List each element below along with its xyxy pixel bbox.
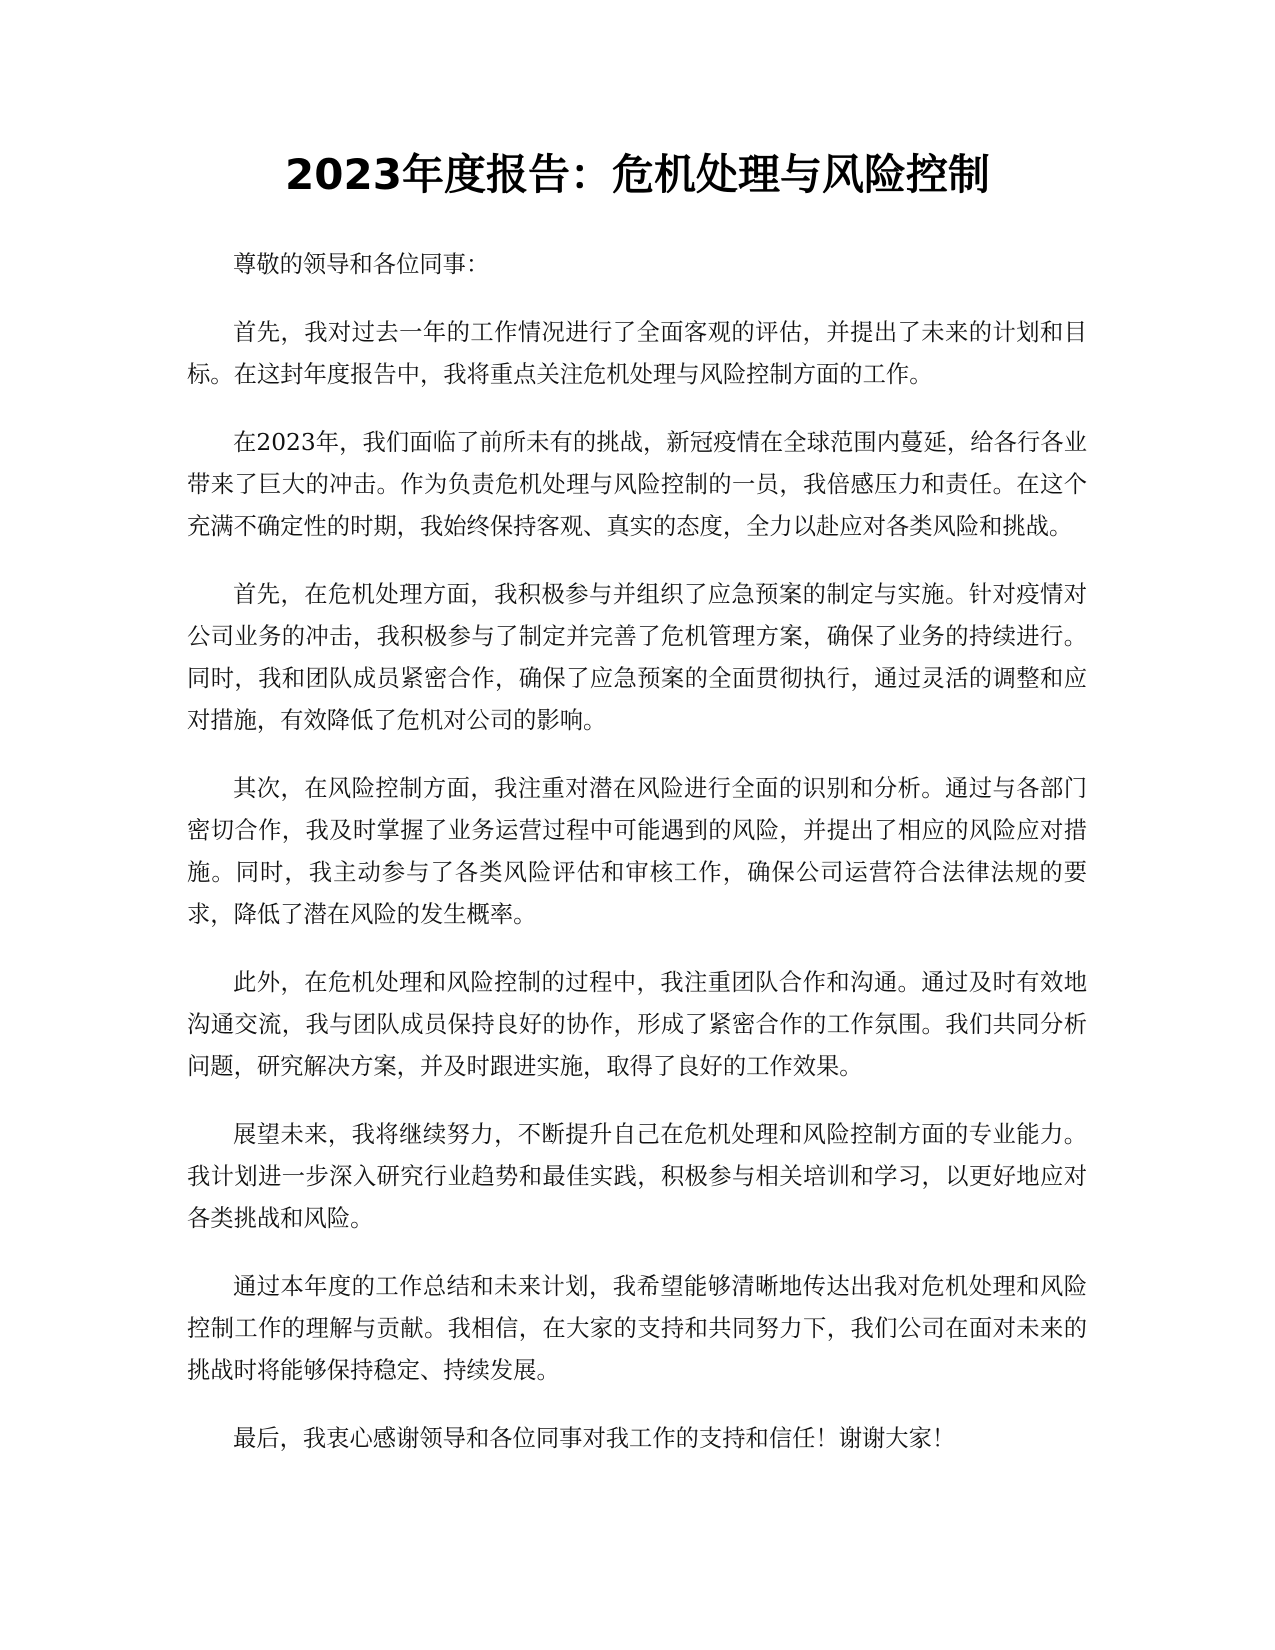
salutation-paragraph: 尊敬的领导和各位同事：: [233, 251, 490, 278]
body-paragraph: 在2023年，我们面临了前所未有的挑战，新冠疫情在全球范围内蔓延，给各行各业带来了巨大的冲击。作为负责危机处理与风险控制的一员，我倍感压力和责任。在这个充满不确定性的时期，我始终保持客观、真实的态度，全力以赴应对各类风险和挑战。: [187, 429, 1087, 540]
body-paragraph: 此外，在危机处理和风险控制的过程中，我注重团队合作和沟通。通过及时有效地沟通交流，我与团队成员保持良好的协作，形成了紧密合作的工作氛围。我们共同分析问题，研究解决方案，并及时跟进实施，取得了良好的工作效果。: [187, 969, 1087, 1080]
body-paragraph: 展望未来，我将继续努力，不断提升自己在危机处理和风险控制方面的专业能力。我计划进一步深入研究行业趋势和最佳实践，积极参与相关培训和学习，以更好地应对各类挑战和风险。: [187, 1121, 1087, 1232]
body-paragraph: 首先，我对过去一年的工作情况进行了全面客观的评估，并提出了未来的计划和目标。在这封年度报告中，我将重点关注危机处理与风险控制方面的工作。: [187, 319, 1087, 388]
body-paragraph: 其次，在风险控制方面，我注重对潜在风险进行全面的识别和分析。通过与各部门密切合作，我及时掌握了业务运营过程中可能遇到的风险，并提出了相应的风险应对措施。同时，我主动参与了各类风险评估和审核工作，确保公司运营符合法律法规的要求，降低了潜在风险的发生概率。: [187, 775, 1087, 928]
body-paragraph: 通过本年度的工作总结和未来计划，我希望能够清晰地传达出我对危机处理和风险控制工作的理解与贡献。我相信，在大家的支持和共同努力下，我们公司在面对未来的挑战时将能够保持稳定、持续发展。: [187, 1273, 1087, 1384]
closing-paragraph: 最后，我衷心感谢领导和各位同事对我工作的支持和信任！谢谢大家！: [233, 1425, 956, 1452]
document-title: 2023年度报告：危机处理与风险控制: [285, 150, 990, 199]
body-paragraph: 首先，在危机处理方面，我积极参与并组织了应急预案的制定与实施。针对疫情对公司业务的冲击，我积极参与了制定并完善了危机管理方案，确保了业务的持续进行。同时，我和团队成员紧密合作，确保了应急预案的全面贯彻执行，通过灵活的调整和应对措施，有效降低了危机对公司的影响。: [187, 581, 1087, 734]
document-body: [187, 244, 1087, 1486]
